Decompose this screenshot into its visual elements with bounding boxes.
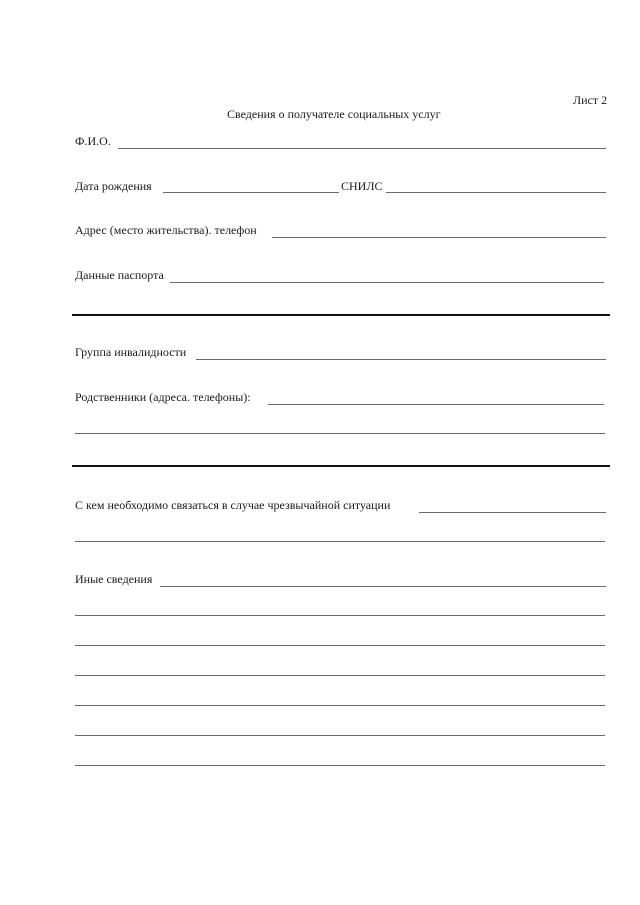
address-label: Адрес (место жительства). телефон: [75, 223, 257, 237]
other-info-label: Иные сведения: [75, 572, 153, 586]
relatives-label: Родственники (адреса. телефоны):: [75, 390, 251, 404]
section-divider-2: [72, 465, 610, 467]
other-info-line-4[interactable]: [75, 675, 605, 676]
other-info-line-5[interactable]: [75, 705, 605, 706]
fio-label: Ф.И.О.: [75, 134, 111, 148]
snils-label: СНИЛС: [341, 179, 383, 193]
emergency-contact-line-2[interactable]: [75, 541, 605, 542]
birth-date-line[interactable]: [163, 192, 339, 193]
emergency-contact-line-1[interactable]: [419, 512, 606, 513]
passport-line[interactable]: [170, 282, 604, 283]
section-divider-1: [72, 314, 610, 316]
form-title: Сведения о получателе социальных услуг: [227, 107, 441, 121]
emergency-contact-label: С кем необходимо связаться в случае чрезвычайной ситуации: [75, 498, 391, 512]
fio-line[interactable]: [118, 148, 606, 149]
snils-line[interactable]: [386, 192, 606, 193]
disability-group-label: Группа инвалидности: [75, 345, 187, 359]
address-line[interactable]: [272, 237, 606, 238]
disability-group-line[interactable]: [196, 359, 606, 360]
other-info-line-3[interactable]: [75, 645, 605, 646]
sheet-label: Лист 2: [573, 93, 608, 107]
relatives-line-1[interactable]: [268, 404, 604, 405]
other-info-line-6[interactable]: [75, 735, 605, 736]
relatives-line-2[interactable]: [75, 433, 605, 434]
passport-label: Данные паспорта: [75, 268, 164, 282]
other-info-line-2[interactable]: [75, 615, 605, 616]
other-info-line-1[interactable]: [160, 586, 606, 587]
birth-date-label: Дата рождения: [75, 179, 152, 193]
other-info-line-7[interactable]: [75, 765, 605, 766]
